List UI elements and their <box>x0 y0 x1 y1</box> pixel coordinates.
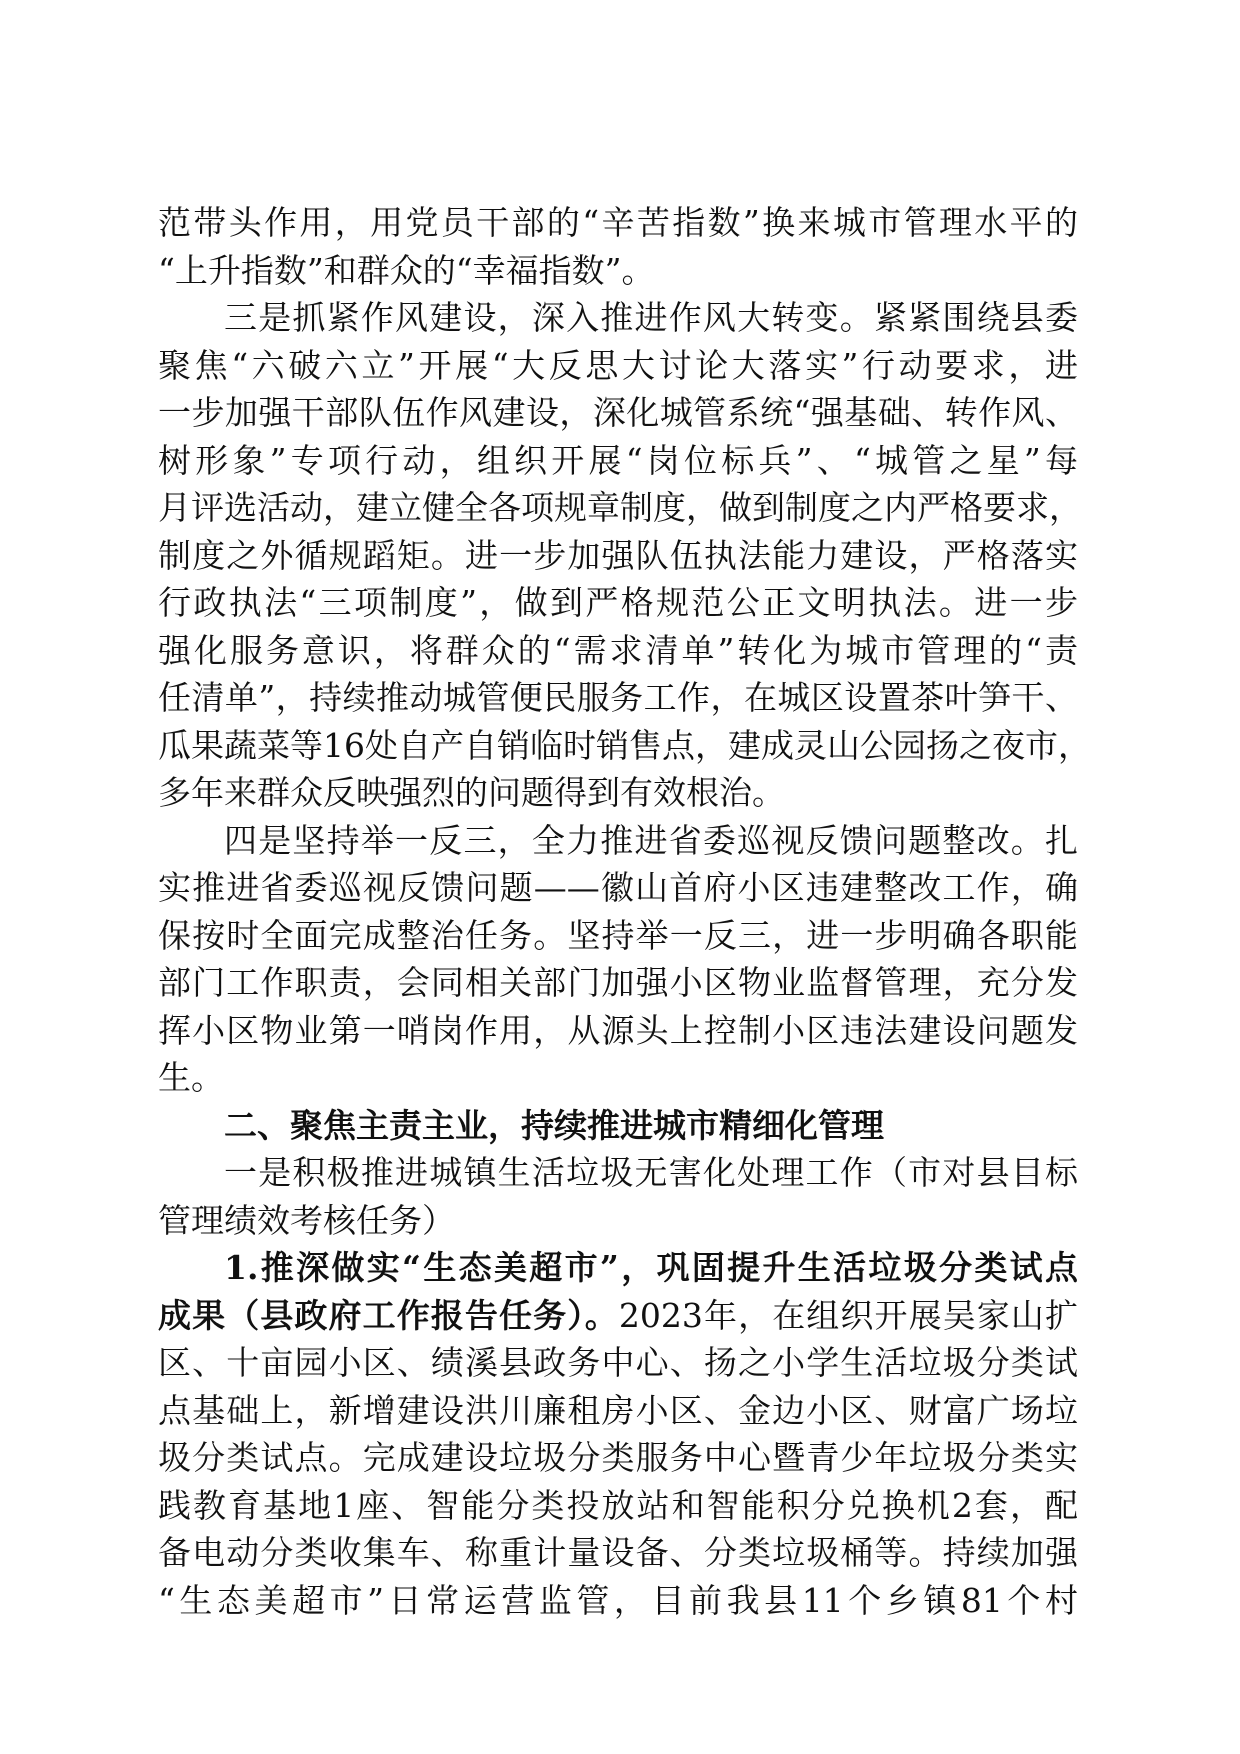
text-line: 三是抓紧作风建设，深入推进作风大转变。紧紧围绕县委 <box>224 298 1078 337</box>
text-line: 保按时全面完成整治任务。坚持举一反三，进一步明确各职能 <box>158 915 1078 955</box>
text-line: 范带头作用，用党员干部的“辛苦指数”换来城市管理水平的 <box>158 203 1078 242</box>
document-page <box>158 199 1091 1624</box>
text-line: 一是积极推进城镇生活垃圾无害化处理工作（市对县目标 <box>224 1153 1078 1192</box>
text-line: “生态美超市”日常运营监管，目前我县11个乡镇81个村 <box>158 1580 1078 1620</box>
text-line: 点基础上，新增建设洪川廉租房小区、金边小区、财富广场垃 <box>158 1390 1078 1430</box>
bold-subheading-line: 1.推深做实“生态美超市”，巩固提升生活垃圾分类试点 <box>224 1248 1078 1287</box>
text-line: 多年来群众反映强烈的问题得到有效根治。 <box>158 773 785 812</box>
text-line: 区、十亩园小区、绩溪县政务中心、扬之小学生活垃圾分类试 <box>158 1343 1078 1382</box>
text-line: 树形象”专项行动，组织开展“岗位标兵”、“城管之星”每 <box>158 440 1078 480</box>
text-line: 生。 <box>158 1058 224 1097</box>
text-line: 部门工作职责，会同相关部门加强小区物业监督管理，充分发 <box>158 963 1078 1002</box>
text-line: 备电动分类收集车、称重计量设备、分类垃圾桶等。持续加强 <box>158 1533 1078 1572</box>
text-line: 四是坚持举一反三，全力推进省委巡视反馈问题整改。扎 <box>224 820 1078 860</box>
text-line: 圾分类试点。完成建设垃圾分类服务中心暨青少年垃圾分类实 <box>158 1438 1078 1477</box>
bold-subheading-tail: 成果（县政府工作报告任务）。 <box>158 1295 619 1335</box>
text-line: 行政执法“三项制度”，做到严格规范公正文明执法。进一步 <box>158 583 1078 622</box>
text-line: 管理绩效考核任务） <box>158 1200 455 1240</box>
text-line: 践教育基地1座、智能分类投放站和智能积分兑换机2套，配 <box>158 1485 1078 1525</box>
text-line: 制度之外循规蹈矩。进一步加强队伍执法能力建设，严格落实 <box>158 535 1078 575</box>
text-line: 聚焦“六破六立”开展“大反思大讨论大落实”行动要求，进 <box>158 345 1078 385</box>
text-run: 2023年，在组织开展吴家山扩 <box>618 1295 1079 1335</box>
text-line: 一步加强干部队伍作风建设，深化城管系统“强基础、转作风、 <box>158 393 1078 432</box>
text-line: 挥小区物业第一哨岗作用，从源头上控制小区违法建设问题发 <box>158 1010 1078 1050</box>
text-line: 月评选活动，建立健全各项规章制度，做到制度之内严格要求， <box>158 488 1082 527</box>
text-line: 任清单”，持续推动城管便民服务工作，在城区设置茶叶笋干、 <box>158 678 1078 717</box>
mixed-line <box>158 1292 1078 1340</box>
text-line: 瓜果蔬菜等16处自产自销临时销售点，建成灵山公园扬之夜市， <box>158 725 1091 765</box>
section-heading: 二、聚焦主责主业，持续推进城市精细化管理 <box>224 1105 884 1145</box>
text-line: “上升指数”和群众的“幸福指数”。 <box>158 250 655 290</box>
text-line: 强化服务意识，将群众的“需求清单”转化为城市管理的“责 <box>158 630 1078 670</box>
text-line: 实推进省委巡视反馈问题——徽山首府小区违建整改工作，确 <box>158 868 1078 907</box>
